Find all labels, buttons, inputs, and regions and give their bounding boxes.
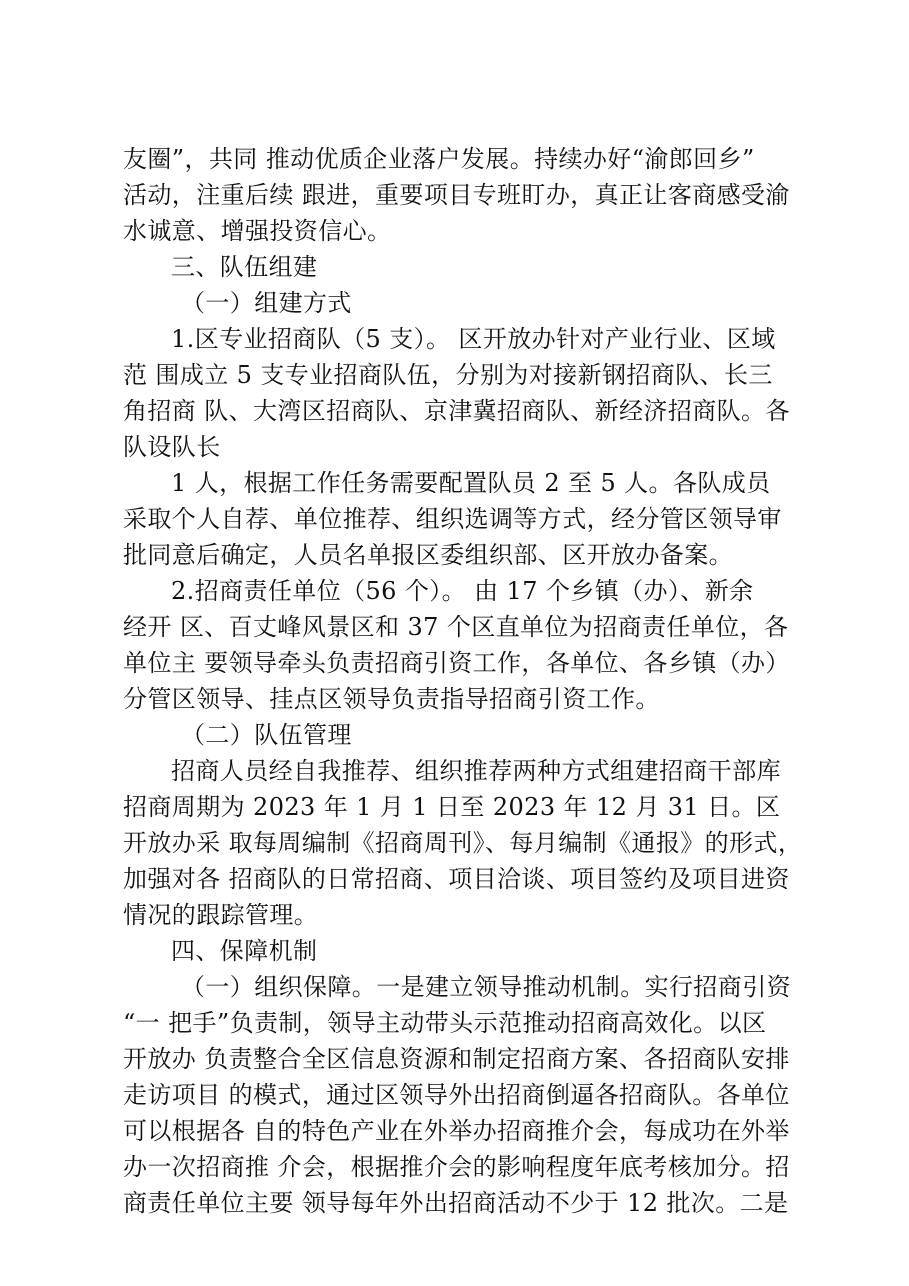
text-line: 范 围成立 5 支专业招商队伍，分别为对接新钢招商队、长三 (123, 361, 773, 389)
text-line: 情况的跟踪管理。 (123, 901, 319, 929)
text-line: 可以根据各 自的特色产业在外举办招商推介会，每成功在外举 (123, 1117, 790, 1145)
text-line: 活动，注重后续 跟进，重要项目专班盯办，真正让客商感受渝 (123, 181, 790, 209)
text-line: 水诚意、增强投资信心。 (123, 217, 392, 245)
text-line: 分管区领导、挂点区领导负责指导招商引资工作。 (123, 685, 660, 713)
text-line: 角招商 队、大湾区招商队、京津冀招商队、新经济招商队。各 (123, 397, 790, 425)
text-line: （一）组建方式 (181, 289, 352, 317)
text-line: 开放办采 取每周编制《招商周刊》、每月编制《通报》的形式， (123, 829, 803, 857)
text-line: 队设队长 (123, 433, 221, 461)
text-line: 招商人员经自我推荐、组织推荐两种方式组建招商干部库 (171, 757, 781, 785)
text-line: “一 把手”负责制，领导主动带头示范推动招商高效化。以区 (123, 1009, 767, 1037)
text-line: 1 人，根据工作任务需要配置队员 2 至 5 人。各队成员 (171, 469, 771, 497)
text-line: 采取个人自荐、单位推荐、组织选调等方式，经分管区领导审 (123, 505, 782, 533)
text-line: 经开 区、百丈峰风景区和 37 个区直单位为招商责任单位，各 (123, 613, 789, 641)
text-line: 办一次招商推 介会，根据推介会的影响程度年底考核加分。招 (123, 1153, 790, 1181)
text-line: 单位主 要领导牵头负责招商引资工作，各单位、各乡镇（办） (123, 649, 790, 677)
text-line: 三、队伍组建 (171, 253, 318, 281)
text-line: 友圈”，共同 推动优质企业落户发展。持续办好“渝郎回乡” (123, 145, 755, 173)
text-line: 加强对各 招商队的日常招商、项目洽谈、项目签约及项目进资 (123, 865, 790, 893)
text-line: 招商周期为 2023 年 1 月 1 日至 2023 年 12 月 31 日。区 (123, 793, 781, 821)
text-line: 2.招商责任单位（56 个）。 由 17 个乡镇（办）、新余 (171, 577, 754, 605)
text-line: 批同意后确定，人员名单报区委组织部、区开放办备案。 (123, 541, 733, 569)
text-line: 1.区专业招商队（5 支）。 区开放办针对产业行业、区域 (171, 325, 776, 353)
text-line: 走访项目 的模式，通过区领导外出招商倒逼各招商队。各单位 (123, 1081, 790, 1109)
text-line: 开放办 负责整合全区信息资源和制定招商方案、各招商队安排 (123, 1045, 790, 1073)
text-line: 四、保障机制 (171, 937, 318, 965)
document-body (123, 141, 803, 1221)
text-line: （一）组织保障。一是建立领导推动机制。实行招商引资 (181, 973, 791, 1001)
text-line: 商责任单位主要 领导每年外出招商活动不少于 12 批次。二是 (123, 1189, 789, 1217)
text-line: （二）队伍管理 (181, 721, 352, 749)
